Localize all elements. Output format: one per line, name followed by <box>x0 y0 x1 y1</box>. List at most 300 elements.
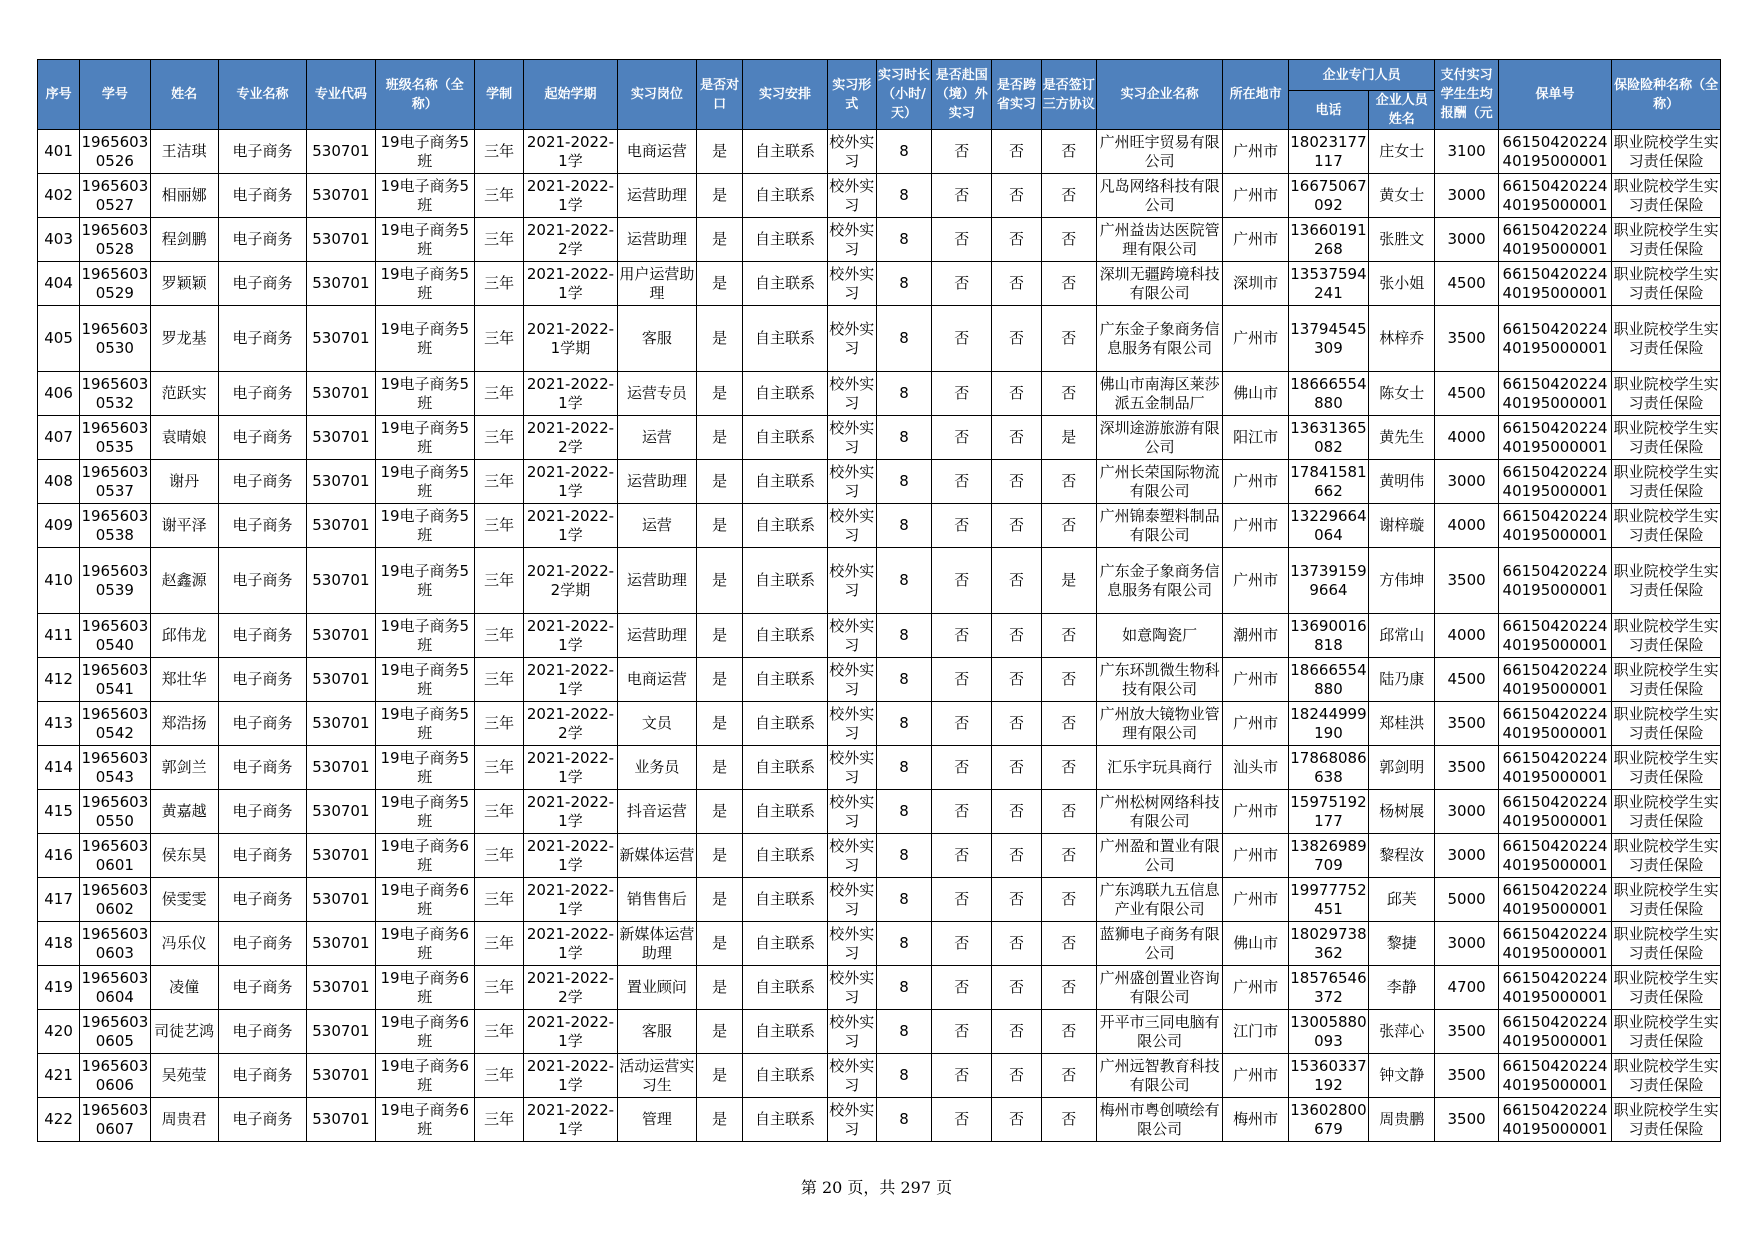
cell-contact-name-text: 张萍心 <box>1379 1022 1425 1040</box>
cell-abroad <box>932 416 992 460</box>
cell-matched <box>697 460 743 504</box>
cell-phone <box>1288 306 1368 372</box>
cell-major-code <box>307 1010 375 1054</box>
cell-insurance <box>1612 878 1721 922</box>
cell-student-id <box>80 614 150 658</box>
cell-start-term-text: 2021-2022-2学 <box>526 418 615 456</box>
cell-name <box>150 1098 218 1142</box>
cell-phone-text: 13794545309 <box>1290 319 1367 357</box>
cell-tripartite <box>1041 922 1096 966</box>
cell-class-name <box>375 262 474 306</box>
cell-tripartite <box>1041 262 1096 306</box>
header-phone: 电话 <box>1288 91 1368 130</box>
cell-hours <box>876 834 931 878</box>
cell-tripartite <box>1041 218 1096 262</box>
cell-class-name <box>375 174 474 218</box>
cell-start-term <box>524 834 617 878</box>
cell-duration-text: 三年 <box>484 142 515 160</box>
cell-tripartite <box>1041 130 1096 174</box>
cell-student-id <box>80 262 150 306</box>
cell-duration <box>475 218 524 262</box>
cell-contact-name-text: 钟文静 <box>1379 1066 1425 1084</box>
cell-insurance <box>1612 658 1721 702</box>
cell-policy-no <box>1498 790 1612 834</box>
cell-seq <box>38 922 80 966</box>
cell-start-term-text: 2021-2022-1学 <box>526 462 615 500</box>
cell-tripartite <box>1041 1098 1096 1142</box>
cell-contact-name <box>1369 1054 1435 1098</box>
cell-major <box>218 504 306 548</box>
cell-major-code-text: 530701 <box>312 846 370 864</box>
cell-duration <box>475 746 524 790</box>
cell-major-code-text: 530701 <box>312 384 370 402</box>
cell-seq <box>38 548 80 614</box>
cell-student-id-text: 19656030604 <box>81 968 149 1006</box>
cell-cross-province-text: 否 <box>1009 142 1025 160</box>
cell-company <box>1096 174 1223 218</box>
cell-name-text: 郑浩扬 <box>161 714 207 732</box>
cell-start-term-text: 2021-2022-1学 <box>526 748 615 786</box>
cell-position <box>617 922 696 966</box>
cell-name <box>150 878 218 922</box>
cell-pay <box>1435 702 1498 746</box>
cell-form <box>827 504 876 548</box>
cell-matched <box>697 218 743 262</box>
cell-seq-text: 410 <box>44 571 73 589</box>
cell-insurance <box>1612 262 1721 306</box>
cell-cross-province <box>992 614 1041 658</box>
cell-policy-no <box>1498 174 1612 218</box>
cell-major-code-text: 530701 <box>312 1022 370 1040</box>
cell-city <box>1223 460 1288 504</box>
cell-class-name-text: 19电子商务5班 <box>380 561 470 599</box>
cell-major-text: 电子商务 <box>232 802 293 820</box>
cell-seq <box>38 746 80 790</box>
cell-class-name <box>375 416 474 460</box>
cell-contact-name-text: 邱芙 <box>1386 890 1417 908</box>
cell-city-text: 广州市 <box>1233 472 1279 490</box>
cell-abroad-text: 否 <box>954 472 970 490</box>
cell-start-term-text: 2021-2022-1学 <box>526 1012 615 1050</box>
cell-arrangement <box>743 548 827 614</box>
cell-student-id-text: 19656030603 <box>81 924 149 962</box>
cell-matched-text: 是 <box>712 230 728 248</box>
cell-major-code-text: 530701 <box>312 802 370 820</box>
cell-name-text: 吴苑莹 <box>161 1066 207 1084</box>
cell-major-code-text: 530701 <box>312 626 370 644</box>
cell-major-code <box>307 702 375 746</box>
cell-start-term-text: 2021-2022-1学 <box>526 660 615 698</box>
cell-name-text: 赵鑫源 <box>161 571 207 589</box>
cell-policy-no-text: 6615042022440195000001 <box>1502 836 1608 874</box>
cell-city-text: 深圳市 <box>1233 274 1279 292</box>
cell-tripartite-text: 否 <box>1061 758 1077 776</box>
cell-major-text: 电子商务 <box>232 670 293 688</box>
cell-duration-text: 三年 <box>484 472 515 490</box>
cell-arrangement-text: 自主联系 <box>754 516 815 534</box>
cell-policy-no-text: 6615042022440195000001 <box>1502 176 1608 214</box>
cell-abroad-text: 否 <box>954 384 970 402</box>
cell-seq <box>38 262 80 306</box>
cell-major-code <box>307 174 375 218</box>
cell-position <box>617 218 696 262</box>
cell-student-id <box>80 504 150 548</box>
cell-major <box>218 372 306 416</box>
cell-student-id-text: 19656030540 <box>81 616 149 654</box>
cell-name <box>150 548 218 614</box>
cell-pay <box>1435 658 1498 702</box>
cell-policy-no <box>1498 306 1612 372</box>
cell-cross-province <box>992 746 1041 790</box>
cell-cross-province <box>992 1010 1041 1054</box>
cell-contact-name <box>1369 130 1435 174</box>
cell-matched <box>697 922 743 966</box>
cell-pay-text: 4500 <box>1447 384 1486 402</box>
cell-start-term-text: 2021-2022-2学 <box>526 704 615 742</box>
cell-arrangement <box>743 460 827 504</box>
table-row <box>38 746 1721 790</box>
cell-hours-text: 8 <box>899 758 909 776</box>
cell-position <box>617 306 696 372</box>
cell-student-id-text: 19656030537 <box>81 462 149 500</box>
cell-city-text: 江门市 <box>1233 1022 1279 1040</box>
cell-start-term <box>524 460 617 504</box>
cell-company <box>1096 1098 1223 1142</box>
cell-phone <box>1288 878 1368 922</box>
cell-cross-province <box>992 548 1041 614</box>
header-contact-name: 企业人员姓名 <box>1369 91 1435 130</box>
cell-city-text: 广州市 <box>1233 516 1279 534</box>
cell-matched-text: 是 <box>712 186 728 204</box>
cell-class-name <box>375 218 474 262</box>
cell-pay <box>1435 548 1498 614</box>
cell-matched <box>697 790 743 834</box>
cell-start-term <box>524 702 617 746</box>
cell-start-term <box>524 218 617 262</box>
cell-name-text: 侯东昊 <box>161 846 207 864</box>
cell-major-code <box>307 922 375 966</box>
cell-contact-name-text: 黄女士 <box>1379 186 1425 204</box>
cell-student-id-text: 19656030532 <box>81 374 149 412</box>
cell-matched <box>697 504 743 548</box>
cell-major-code <box>307 878 375 922</box>
cell-seq <box>38 966 80 1010</box>
cell-contact-name <box>1369 218 1435 262</box>
cell-contact-name <box>1369 1010 1435 1054</box>
cell-student-id-text: 19656030606 <box>81 1056 149 1094</box>
cell-position <box>617 790 696 834</box>
cell-position <box>617 548 696 614</box>
table-row <box>38 966 1721 1010</box>
cell-position <box>617 372 696 416</box>
cell-phone <box>1288 548 1368 614</box>
table-row <box>38 218 1721 262</box>
cell-seq <box>38 702 80 746</box>
cell-class-name <box>375 878 474 922</box>
cell-major <box>218 658 306 702</box>
cell-company <box>1096 614 1223 658</box>
cell-class-name-text: 19电子商务6班 <box>380 1012 470 1050</box>
cell-pay-text: 4700 <box>1447 978 1486 996</box>
cell-abroad <box>932 878 992 922</box>
cell-major-code <box>307 548 375 614</box>
cell-class-name <box>375 130 474 174</box>
cell-matched <box>697 702 743 746</box>
cell-abroad-text: 否 <box>954 186 970 204</box>
cell-start-term <box>524 548 617 614</box>
cell-insurance-text: 职业院校学生实习责任保险 <box>1613 462 1719 500</box>
cell-position-text: 运营助理 <box>626 626 687 644</box>
cell-start-term <box>524 130 617 174</box>
cell-city-text: 汕头市 <box>1233 758 1279 776</box>
cell-tripartite-text: 是 <box>1061 428 1077 446</box>
cell-position-text: 活动运营实习生 <box>619 1056 695 1094</box>
cell-form-text: 校外实习 <box>829 506 875 544</box>
cell-company <box>1096 1054 1223 1098</box>
cell-form-text: 校外实习 <box>829 968 875 1006</box>
cell-hours-text: 8 <box>899 934 909 952</box>
cell-insurance <box>1612 790 1721 834</box>
cell-contact-name-text: 周贵鹏 <box>1379 1110 1425 1128</box>
cell-policy-no-text: 6615042022440195000001 <box>1502 924 1608 962</box>
cell-policy-no-text: 6615042022440195000001 <box>1502 748 1608 786</box>
cell-policy-no <box>1498 130 1612 174</box>
cell-form-text: 校外实习 <box>829 319 875 357</box>
cell-arrangement-text: 自主联系 <box>754 846 815 864</box>
cell-insurance-text: 职业院校学生实习责任保险 <box>1613 836 1719 874</box>
cell-name <box>150 746 218 790</box>
cell-cross-province <box>992 460 1041 504</box>
cell-start-term <box>524 416 617 460</box>
cell-major-code-text: 530701 <box>312 714 370 732</box>
header-student-id: 学号 <box>80 60 150 130</box>
cell-policy-no-text: 6615042022440195000001 <box>1502 220 1608 258</box>
cell-contact-name-text: 黎程汝 <box>1379 846 1425 864</box>
cell-policy-no <box>1498 658 1612 702</box>
cell-pay <box>1435 966 1498 1010</box>
cell-major-code-text: 530701 <box>312 274 370 292</box>
cell-abroad-text: 否 <box>954 670 970 688</box>
cell-abroad <box>932 130 992 174</box>
cell-major-code <box>307 746 375 790</box>
cell-contact-name-text: 黄先生 <box>1379 428 1425 446</box>
cell-cross-province-text: 否 <box>1009 978 1025 996</box>
cell-company <box>1096 130 1223 174</box>
cell-position-text: 业务员 <box>634 758 680 776</box>
cell-form <box>827 702 876 746</box>
header-start-term: 起始学期 <box>524 60 617 130</box>
cell-form <box>827 174 876 218</box>
cell-insurance-text: 职业院校学生实习责任保险 <box>1613 792 1719 830</box>
cell-abroad <box>932 548 992 614</box>
cell-contact-name <box>1369 746 1435 790</box>
cell-name-text: 邱伟龙 <box>161 626 207 644</box>
cell-major <box>218 306 306 372</box>
cell-city-text: 阳江市 <box>1233 428 1279 446</box>
cell-class-name-text: 19电子商务6班 <box>380 1056 470 1094</box>
cell-class-name-text: 19电子商务6班 <box>380 968 470 1006</box>
cell-company-text: 如意陶瓷厂 <box>1122 626 1198 644</box>
cell-name-text: 侯雯雯 <box>161 890 207 908</box>
cell-contact-name-text: 杨树展 <box>1379 802 1425 820</box>
cell-position-text: 文员 <box>641 714 672 732</box>
cell-student-id <box>80 460 150 504</box>
table-row <box>38 658 1721 702</box>
cell-major-text: 电子商务 <box>232 428 293 446</box>
cell-company-text: 深圳途游旅游有限公司 <box>1099 418 1220 456</box>
cell-hours <box>876 372 931 416</box>
cell-contact-name <box>1369 878 1435 922</box>
cell-company <box>1096 790 1223 834</box>
cell-city <box>1223 658 1288 702</box>
cell-city-text: 广州市 <box>1233 1066 1279 1084</box>
cell-arrangement <box>743 746 827 790</box>
cell-city-text: 广州市 <box>1233 714 1279 732</box>
cell-matched <box>697 746 743 790</box>
cell-duration <box>475 702 524 746</box>
cell-cross-province-text: 否 <box>1009 516 1025 534</box>
cell-matched <box>697 174 743 218</box>
cell-major <box>218 416 306 460</box>
cell-name <box>150 460 218 504</box>
table-row <box>38 702 1721 746</box>
cell-tripartite <box>1041 1054 1096 1098</box>
cell-name-text: 谢丹 <box>169 472 200 490</box>
cell-class-name-text: 19电子商务5班 <box>380 506 470 544</box>
cell-company-text: 广州锦泰塑料制品有限公司 <box>1099 506 1220 544</box>
header-company: 实习企业名称 <box>1096 60 1223 130</box>
cell-hours-text: 8 <box>899 142 909 160</box>
cell-seq-text: 422 <box>44 1110 73 1128</box>
cell-phone <box>1288 262 1368 306</box>
cell-major-code-text: 530701 <box>312 670 370 688</box>
cell-matched <box>697 548 743 614</box>
cell-major-text: 电子商务 <box>232 472 293 490</box>
cell-city-text: 广州市 <box>1233 329 1279 347</box>
cell-pay-text: 3000 <box>1447 186 1486 204</box>
cell-arrangement-text: 自主联系 <box>754 978 815 996</box>
cell-duration-text: 三年 <box>484 1110 515 1128</box>
cell-phone-text: 18666554880 <box>1290 660 1367 698</box>
cell-company <box>1096 746 1223 790</box>
table-row <box>38 130 1721 174</box>
cell-pay-text: 3500 <box>1447 714 1486 732</box>
cell-cross-province-text: 否 <box>1009 329 1025 347</box>
cell-cross-province-text: 否 <box>1009 384 1025 402</box>
header-insurance: 保险险种名称（全称） <box>1612 60 1721 130</box>
cell-cross-province <box>992 130 1041 174</box>
table-row <box>38 790 1721 834</box>
cell-city <box>1223 702 1288 746</box>
cell-position-text: 运营 <box>641 516 672 534</box>
cell-company <box>1096 1010 1223 1054</box>
cell-position <box>617 878 696 922</box>
cell-company-text: 广州益齿达医院管理有限公司 <box>1099 220 1220 258</box>
cell-position <box>617 416 696 460</box>
cell-class-name <box>375 614 474 658</box>
cell-arrangement <box>743 1054 827 1098</box>
cell-cross-province-text: 否 <box>1009 186 1025 204</box>
cell-major-code <box>307 504 375 548</box>
cell-abroad-text: 否 <box>954 1022 970 1040</box>
cell-tripartite <box>1041 834 1096 878</box>
cell-phone-text: 13690016818 <box>1290 616 1367 654</box>
cell-form-text: 校外实习 <box>829 704 875 742</box>
cell-pay <box>1435 306 1498 372</box>
cell-major <box>218 1010 306 1054</box>
cell-pay-text: 3000 <box>1447 846 1486 864</box>
cell-hours-text: 8 <box>899 890 909 908</box>
cell-phone-text: 15360337192 <box>1290 1056 1367 1094</box>
cell-cross-province-text: 否 <box>1009 626 1025 644</box>
cell-position-text: 新媒体运营 <box>619 846 695 864</box>
cell-hours <box>876 460 931 504</box>
cell-insurance-text: 职业院校学生实习责任保险 <box>1613 616 1719 654</box>
cell-seq <box>38 504 80 548</box>
cell-start-term <box>524 504 617 548</box>
cell-matched-text: 是 <box>712 670 728 688</box>
cell-major <box>218 262 306 306</box>
cell-pay-text: 3000 <box>1447 230 1486 248</box>
cell-seq <box>38 218 80 262</box>
cell-matched-text: 是 <box>712 1022 728 1040</box>
cell-name-text: 凌僮 <box>169 978 200 996</box>
cell-city-text: 广州市 <box>1233 670 1279 688</box>
cell-pay-text: 5000 <box>1447 890 1486 908</box>
cell-seq <box>38 372 80 416</box>
cell-hours <box>876 746 931 790</box>
cell-tripartite <box>1041 790 1096 834</box>
cell-abroad <box>932 504 992 548</box>
cell-seq-text: 415 <box>44 802 73 820</box>
cell-class-name-text: 19电子商务5班 <box>380 264 470 302</box>
cell-company <box>1096 306 1223 372</box>
cell-abroad-text: 否 <box>954 890 970 908</box>
cell-duration <box>475 878 524 922</box>
cell-form-text: 校外实习 <box>829 616 875 654</box>
cell-insurance-text: 职业院校学生实习责任保险 <box>1613 561 1719 599</box>
cell-student-id <box>80 416 150 460</box>
cell-phone-text: 18023177117 <box>1290 132 1367 170</box>
cell-arrangement-text: 自主联系 <box>754 670 815 688</box>
cell-pay-text: 4500 <box>1447 670 1486 688</box>
cell-policy-no-text: 6615042022440195000001 <box>1502 968 1608 1006</box>
cell-name-text: 罗颖颖 <box>161 274 207 292</box>
cell-position <box>617 504 696 548</box>
cell-cross-province-text: 否 <box>1009 571 1025 589</box>
cell-tripartite-text: 否 <box>1061 274 1077 292</box>
cell-start-term-text: 2021-2022-1学 <box>526 374 615 412</box>
cell-policy-no <box>1498 834 1612 878</box>
cell-student-id <box>80 834 150 878</box>
cell-contact-name-text: 李静 <box>1386 978 1417 996</box>
cell-duration-text: 三年 <box>484 230 515 248</box>
cell-form-text: 校外实习 <box>829 220 875 258</box>
cell-city <box>1223 1010 1288 1054</box>
cell-policy-no <box>1498 460 1612 504</box>
cell-abroad <box>932 306 992 372</box>
cell-pay <box>1435 416 1498 460</box>
cell-duration-text: 三年 <box>484 186 515 204</box>
cell-arrangement-text: 自主联系 <box>754 714 815 732</box>
cell-major-text: 电子商务 <box>232 516 293 534</box>
cell-hours-text: 8 <box>899 626 909 644</box>
cell-start-term <box>524 1054 617 1098</box>
cell-city <box>1223 790 1288 834</box>
cell-form <box>827 460 876 504</box>
cell-contact-name-text: 方伟坤 <box>1379 571 1425 589</box>
cell-student-id <box>80 878 150 922</box>
